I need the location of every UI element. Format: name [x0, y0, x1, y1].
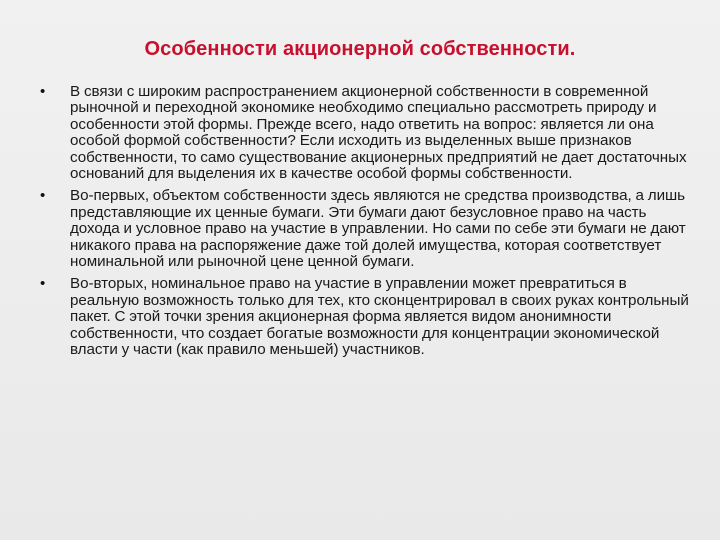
paragraph-text: В связи с широким распространением акционерной собственности в современной рыночной и переходной экономике необходимо специально рассмотреть природу и особенности этой формы. Прежде всего, надо ответить на вопрос: является ли она особой формой собственности? Если исходить из выделенных выше признаков собственности, то само существование акционерных предприятий не дает достаточных оснований для выделения их в качестве особой формы собственности.	[70, 83, 687, 183]
paragraph-text: Во-вторых, номинальное право на участие в управлении может превратиться в реальную возможность только для тех, кто сконцентрировал в своих руках контрольный пакет. С этой точки зрения акционерная форма является видом анонимности собственности, что создает богатые возможности для концентрации экономической власти у части (как правило меньшей) участников.	[70, 275, 689, 359]
bullet-marker: •	[40, 275, 46, 293]
slide-title: Особенности акционерной собственности.	[144, 38, 576, 60]
list-item	[40, 84, 690, 182]
list-item	[40, 276, 690, 358]
bullet-marker: •	[40, 83, 46, 100]
bullet-marker: •	[40, 187, 46, 205]
bullet-list	[40, 84, 690, 365]
list-item	[40, 188, 690, 270]
paragraph-text: Во-первых, объектом собственности здесь являются не средства производства, а лишь представляющие их ценные бумаги. Эти бумаги дают безусловное право на часть дохода и условное право на участие в управлении. Но сами по себе эти бумаги не дают никакого права на распоряжение даже той долей имущества, которая соответствует номинальной или рыночной цене ценной бумаги.	[70, 187, 686, 271]
